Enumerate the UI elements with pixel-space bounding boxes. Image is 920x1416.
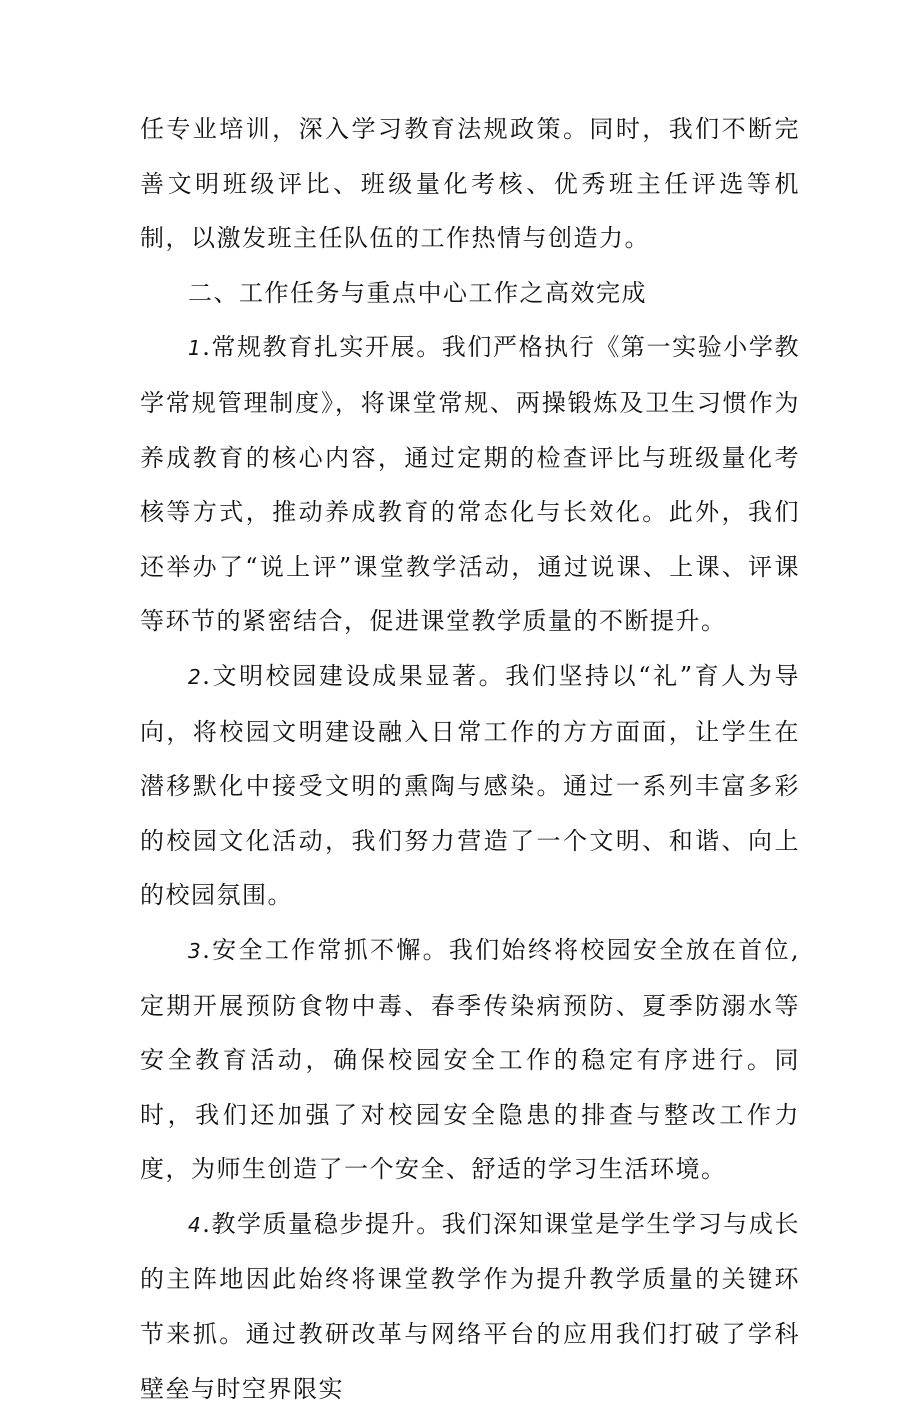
paragraph-item-2-text: .文明校园建设成果显著。我们坚持以“礼”育人为导向，将校园文明建设融入日常工作的方方面面，让学生在潜移默化中接受文明的熏陶与感染。通过一系列丰富多彩的校园文化活动，我们努力营造了一个文明、和谐、向上的校园氛围。 [140, 661, 800, 910]
paragraph-1-text: 任专业培训，深入学习教育法规政策。同时，我们不断完善文明班级评比、班级量化考核、优秀班主任评选等机制，以激发班主任队伍的工作热情与创造力。 [140, 115, 800, 253]
paragraph-item-1 [140, 320, 800, 649]
item-number-3: 3 [188, 938, 203, 963]
paragraph-item-1-text: .常规教育扎实开展。我们严格执行《第一实验小学教学常规管理制度》，将课堂常规、两操锻炼及卫生习惯作为养成教育的核心内容，通过定期的检查评比与班级量化考核等方式，推动养成教育的常态化与长效化。此外，我们还举办了“说上评”课堂教学活动，通过说课、上课、评课等环节的紧密结合，促进课堂教学质量的不断提升。 [140, 333, 800, 636]
paragraph-item-4 [140, 1197, 800, 1416]
paragraph-item-2 [140, 649, 800, 923]
paragraph-item-4-text: .教学质量稳步提升。我们深知课堂是学生学习与成长的主阵地因此始终将课堂教学作为提升教学质量的关键环节来抓。通过教研改革与网络平台的应用我们打破了学科壁垒与时空界限实 [140, 1209, 800, 1403]
section-heading-text: 二、工作任务与重点中心工作之高效完成 [188, 278, 647, 307]
item-number-4: 4 [188, 1212, 203, 1237]
paragraph-1 [140, 102, 800, 266]
document-body [140, 102, 800, 1416]
item-number-1: 1 [188, 336, 203, 361]
section-heading [140, 266, 800, 321]
paragraph-item-3-text: .安全工作常抓不懈。我们始终将校园安全放在首位,定期开展预防食物中毒、春季传染病预防、夏季防溺水等安全教育活动，确保校园安全工作的稳定有序进行。同时，我们还加强了对校园安全隐患的排查与整改工作力度，为师生创造了一个安全、舒适的学习生活环境。 [140, 935, 800, 1184]
item-number-2: 2 [188, 664, 203, 689]
paragraph-item-3 [140, 923, 800, 1197]
